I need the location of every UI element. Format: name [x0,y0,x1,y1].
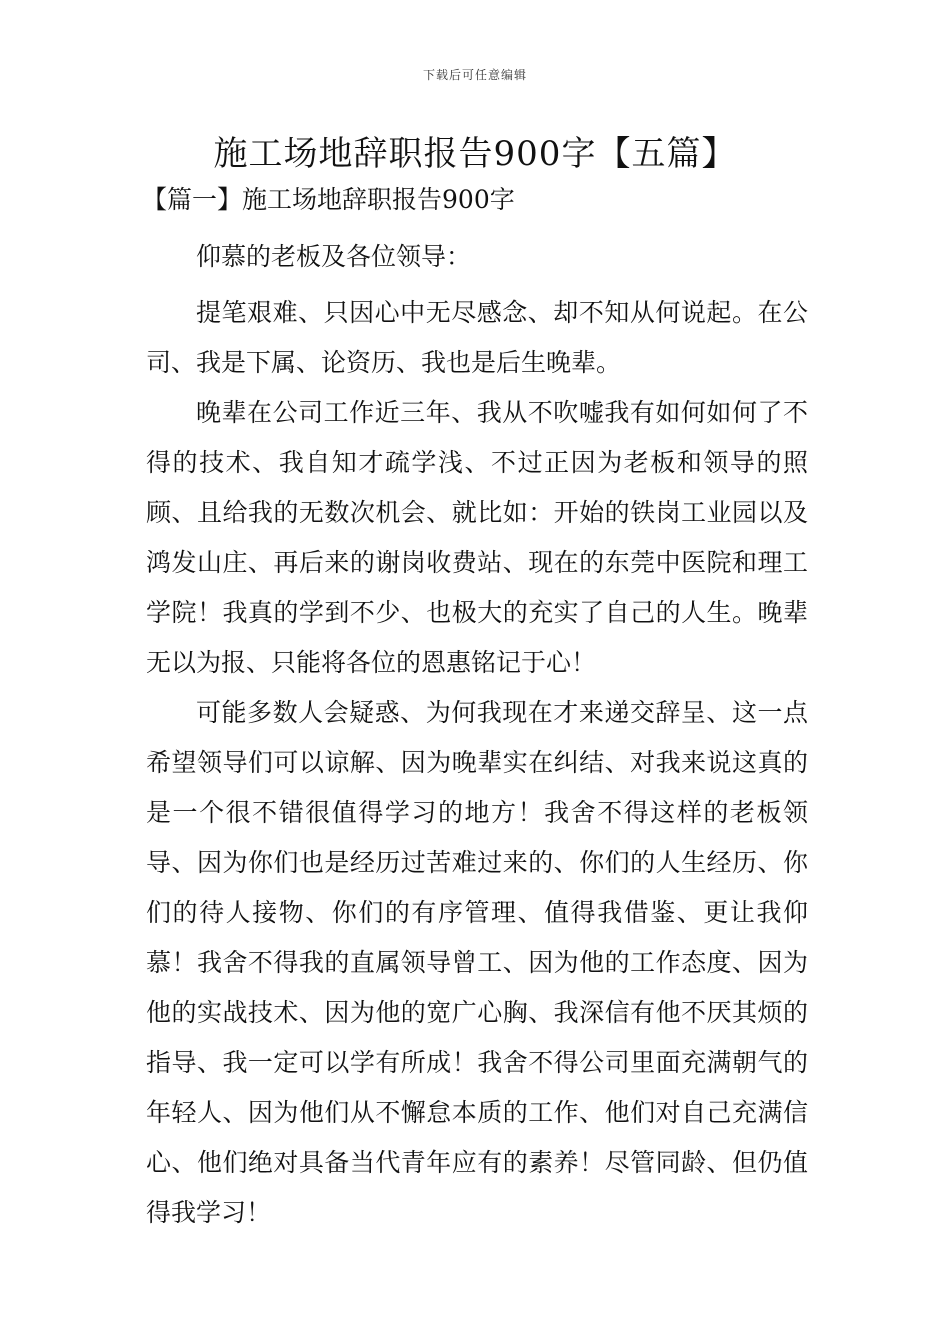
document-body [142,182,808,1238]
body-paragraph: 晚辈在公司工作近三年、我从不吹嘘我有如何如何了不得的技术、我自知才疏学浅、不过正因为老板和领导的照顾、且给我的无数次机会、就比如：开始的铁岗工业园以及鸿发山庄、再后来的谢岗收费站、现在的东莞中医院和理工学院！我真的学到不少、也极大的充实了自己的人生。晚辈无以为报、只能将各位的恩惠铭记于心！ [146,398,808,677]
header-note: 下载后可任意编辑 [422,68,527,82]
body-paragraph: 可能多数人会疑惑、为何我现在才来递交辞呈、这一点希望领导们可以谅解、因为晚辈实在纠结、对我来说这真的是一个很不错很值得学习的地方！我舍不得这样的老板领导、因为你们也是经历过苦难过来的、你们的人生经历、你们的待人接物、你们的有序管理、值得我借鉴、更让我仰慕！我舍不得我的直属领导曾工、因为他的工作态度、因为他的实战技术、因为他的宽广心胸、我深信有他不厌其烦的指导、我一定可以学有所成！我舍不得公司里面充满朝气的年轻人、因为他们从不懈怠本质的工作、他们对自己充满信心、他们绝对具备当代青年应有的素养！尽管同龄、但仍值得我学习！ [146,698,808,1227]
document-title: 施工场地辞职报告900字【五篇】 [213,134,737,174]
section-heading: 【篇一】施工场地辞职报告900字 [142,185,515,214]
body-paragraph: 提笔艰难、只因心中无尽感念、却不知从何说起。在公司、我是下属、论资历、我也是后生晚辈。 [146,298,808,377]
salutation-paragraph: 仰慕的老板及各位领导： [196,242,472,271]
